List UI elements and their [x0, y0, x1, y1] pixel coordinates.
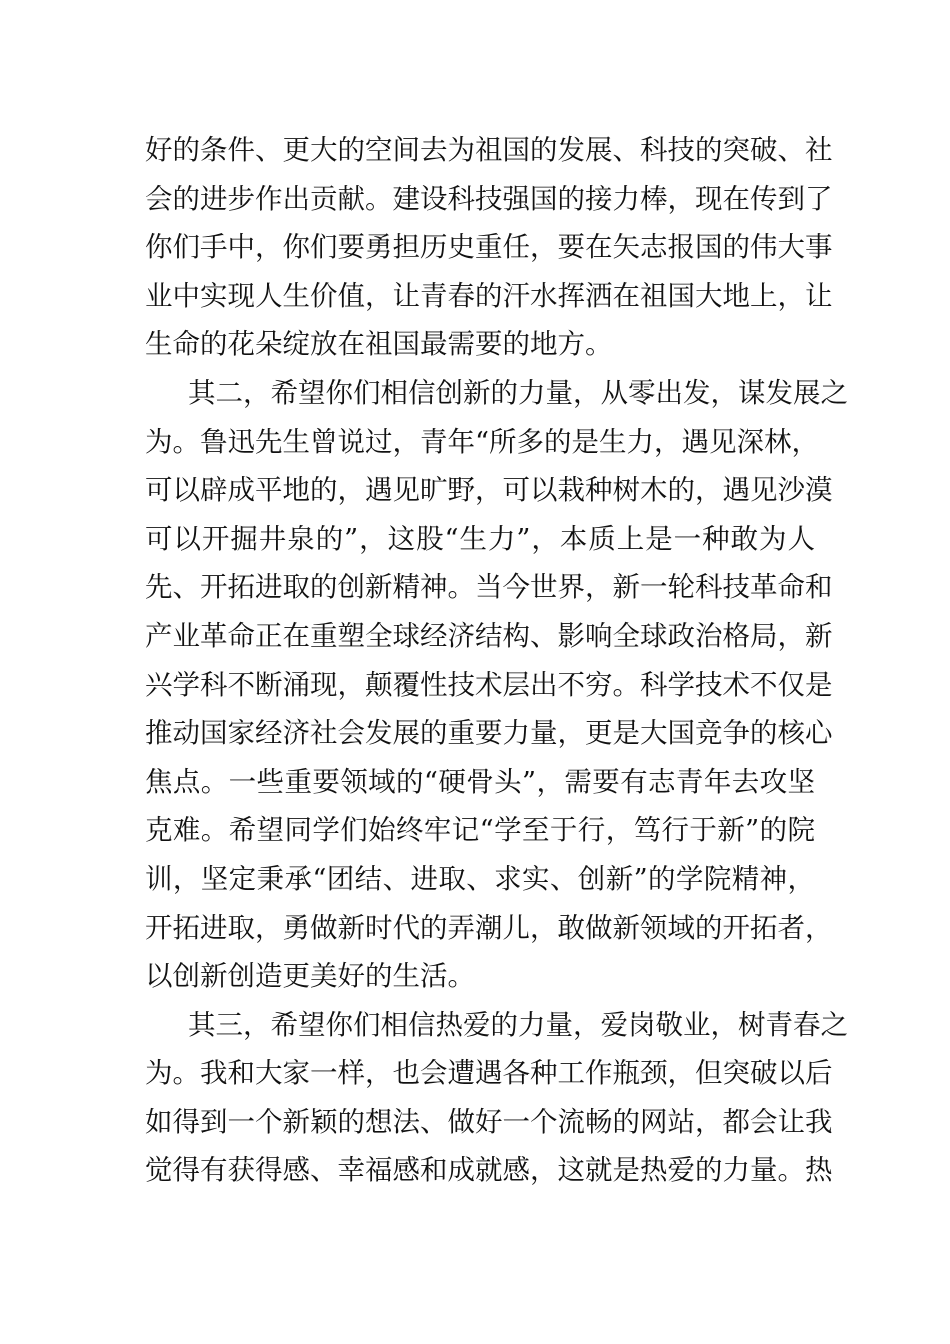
- text-line: 其二，希望你们相信创新的力量，从零出发，谋发展之: [188, 376, 848, 409]
- text-line: 可以开掘井泉的”，这股“生力”，本质上是一种敢为人: [145, 522, 815, 555]
- text-line: 训，坚定秉承“团结、进取、求实、创新”的学院精神，: [145, 862, 815, 895]
- text-line: 其三，希望你们相信热爱的力量，爱岗敬业，树青春之: [188, 1008, 848, 1041]
- text-line: 为。鲁迅先生曾说过，青年“所多的是生力，遇见深林，: [145, 425, 820, 458]
- text-line: 产业革命正在重塑全球经济结构、影响全球政治格局，新: [145, 619, 833, 652]
- text-line: 你们手中，你们要勇担历史重任，要在矢志报国的伟大事: [145, 231, 833, 264]
- text-line: 觉得有获得感、幸福感和成就感，这就是热爱的力量。热: [145, 1154, 833, 1187]
- text-line: 如得到一个新颖的想法、做好一个流畅的网站，都会让我: [145, 1105, 833, 1138]
- body-text: [145, 126, 848, 1195]
- text-line: 兴学科不断涌现，颠覆性技术层出不穷。科学技术不仅是: [145, 668, 833, 701]
- text-line: 克难。希望同学们始终牢记“学至于行，笃行于新”的院: [145, 814, 815, 847]
- text-line: 以创新创造更美好的生活。: [145, 960, 475, 993]
- text-line: 推动国家经济社会发展的重要力量，更是大国竞争的核心: [145, 717, 833, 750]
- text-line: 生命的花朵绽放在祖国最需要的地方。: [145, 328, 613, 361]
- text-line: 可以辟成平地的，遇见旷野，可以栽种树木的，遇见沙漠: [145, 474, 833, 507]
- text-line: 好的条件、更大的空间去为祖国的发展、科技的突破、社: [145, 134, 833, 166]
- text-line: 会的进步作出贡献。建设科技强国的接力棒，现在传到了: [145, 182, 833, 215]
- text-line: 业中实现人生价值，让青春的汗水挥洒在祖国大地上，让: [145, 279, 833, 312]
- text-line: 焦点。一些重要领域的“硬骨头”，需要有志青年去攻坚: [145, 765, 815, 798]
- text-line: 为。我和大家一样，也会遭遇各种工作瓶颈，但突破以后: [145, 1057, 833, 1090]
- text-line: 开拓进取，勇做新时代的弄潮儿，敢做新领域的开拓者，: [145, 911, 833, 944]
- text-line: 先、开拓进取的创新精神。当今世界，新一轮科技革命和: [145, 571, 833, 604]
